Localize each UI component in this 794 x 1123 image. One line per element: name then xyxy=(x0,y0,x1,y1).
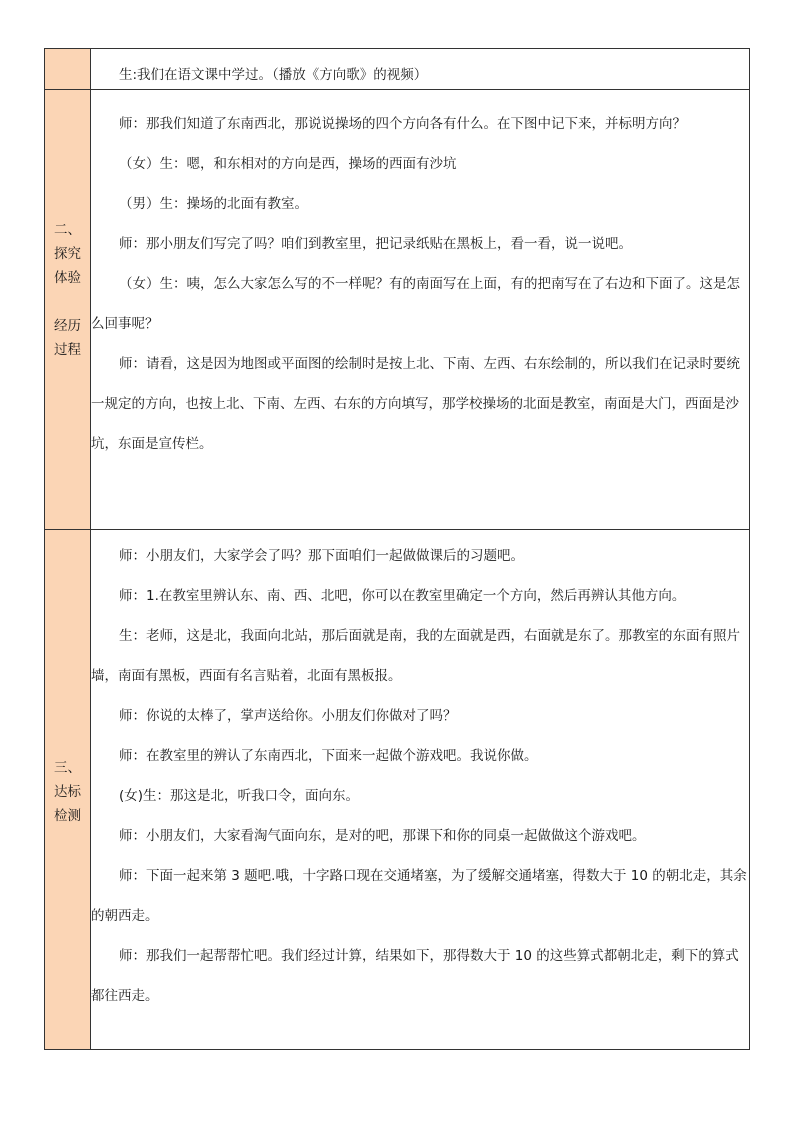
row-content-cell xyxy=(91,90,750,530)
row-label-cell xyxy=(45,49,91,90)
paragraph: 师：那小朋友们写完了吗？咱们到教室里，把记录纸贴在黑板上，看一看，说一说吧。 xyxy=(119,236,632,252)
section-label-line: 体验 xyxy=(54,270,81,286)
paragraph: 生:我们在语文课中学过。（播放《方向歌》的视频） xyxy=(119,67,428,83)
section-label-line: 三、 xyxy=(54,760,81,776)
section-label-line: 过程 xyxy=(54,342,81,358)
row-label-cell xyxy=(45,90,91,530)
row-content-cell xyxy=(91,530,750,1050)
section-label-line: 达标 xyxy=(54,784,81,800)
paragraph: 师：那我们知道了东南西北，那说说操场的四个方向各有什么。在下图中记下来，并标明方向？ xyxy=(119,116,686,132)
row-content-cell xyxy=(91,49,750,90)
section-label-line: 探究 xyxy=(54,246,81,262)
paragraph: （男）生：操场的北面有教室。 xyxy=(119,196,308,212)
row-label-cell xyxy=(45,530,91,1050)
paragraph: 师：1.在教室里辨认东、南、西、北吧，你可以在教室里确定一个方向，然后再辨认其他方向。 xyxy=(119,588,686,604)
lesson-plan-table xyxy=(44,48,750,1050)
paragraph: (女)生：那这是北，听我口令，面向东。 xyxy=(119,788,360,804)
table-row xyxy=(45,90,750,530)
paragraph: 师：在教室里的辨认了东南西北，下面来一起做个游戏吧。我说你做。 xyxy=(119,748,538,764)
paragraph: （女）生：嗯，和东相对的方向是西，操场的西面有沙坑 xyxy=(119,156,457,172)
paragraph: （女）生：咦，怎么大家怎么写的不一样呢？有的南面写在上面，有的把南写在了右边和下面了。这是怎么回事呢？ xyxy=(91,276,740,332)
paragraph: 师：那我们一起帮帮忙吧。我们经过计算，结果如下，那得数大于 10 的这些算式都朝北走，剩下的算式都往西走。 xyxy=(91,948,739,1004)
table-row xyxy=(45,530,750,1050)
section-label-line: 检测 xyxy=(54,808,81,824)
section-label-line: 经历 xyxy=(54,318,81,334)
section-label-line: 二、 xyxy=(54,222,81,238)
paragraph: 师：请看，这是因为地图或平面图的绘制时是按上北、下南、左西、右东绘制的，所以我们在记录时要统一规定的方向，也按上北、下南、左西、右东的方向填写，那学校操场的北面是教室，南面是大门，西面是沙坑，东面是宣传栏。 xyxy=(91,356,740,452)
paragraph: 师：小朋友们，大家看淘气面向东，是对的吧，那课下和你的同桌一起做做这个游戏吧。 xyxy=(119,828,646,844)
paragraph: 师：下面一起来第 3 题吧.哦，十字路口现在交通堵塞，为了缓解交通堵塞，得数大于 10 的朝北走，其余的朝西走。 xyxy=(91,868,747,924)
paragraph: 生：老师，这是北，我面向北站，那后面就是南，我的左面就是西，右面就是东了。那教室的东面有照片墙，南面有黑板，西面有名言贴着，北面有黑板报。 xyxy=(91,628,740,684)
paragraph: 师：小朋友们，大家学会了吗？那下面咱们一起做做课后的习题吧。 xyxy=(119,548,524,564)
table-row xyxy=(45,49,750,90)
paragraph: 师：你说的太棒了，掌声送给你。小朋友们你做对了吗？ xyxy=(119,708,457,724)
